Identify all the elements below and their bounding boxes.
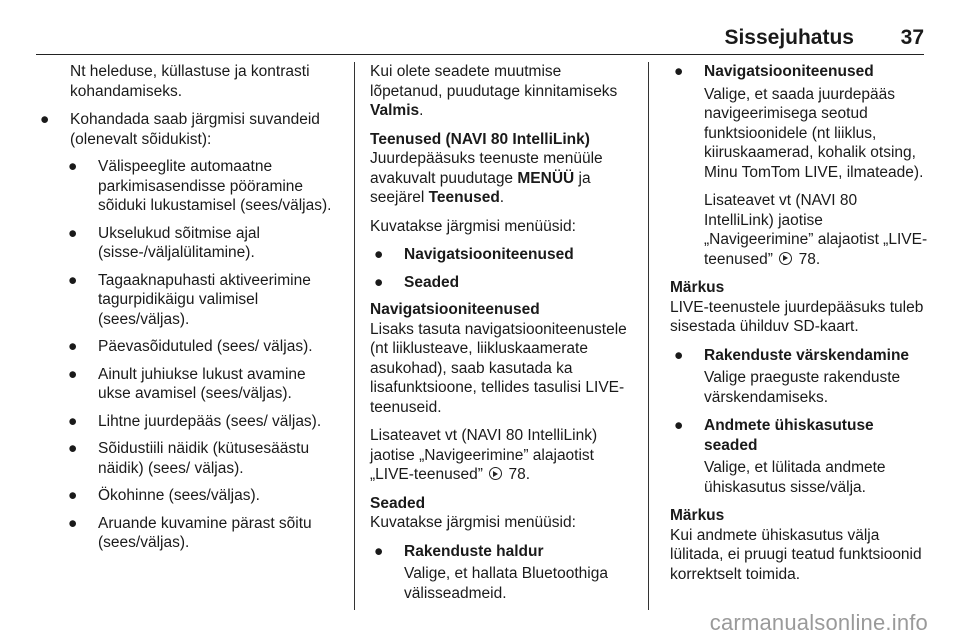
menu-item-text: Rakenduste värskendamine xyxy=(704,346,910,364)
sub-item-text: Ökohinne (sees/väljas). xyxy=(98,487,260,504)
bullet-icon: ● xyxy=(674,63,684,80)
paragraph: Lisaks tasuta navigatsiooniteenustele (nt liiklusteave, liikluskaamerate asukohad), saab kasutada ka lisafunktsioone, tellides tasulisi LIVE-teenuseid. xyxy=(370,320,627,416)
watermark: carmanualsonline.info xyxy=(709,610,928,635)
sub-item xyxy=(36,514,338,553)
page-reference-icon xyxy=(489,467,502,480)
sub-item xyxy=(36,224,338,263)
menu-item-text: Seaded xyxy=(404,273,460,291)
text: . xyxy=(499,189,505,206)
bullet-icon: ● xyxy=(68,365,78,383)
menu-item xyxy=(370,542,632,562)
menu-item-description: Valige praeguste rakenduste värskendamiseks. xyxy=(704,369,901,406)
page-reference: 78. xyxy=(798,250,821,268)
paragraph: Kuvatakse järgmisi menüüsid: xyxy=(370,217,576,235)
menu-item-text: Navigatsiooniteenused xyxy=(704,63,874,80)
menu-item xyxy=(670,62,928,82)
sub-item-text: Ainult juhiukse lukust avamine ukse avamisel (sees/väljas). xyxy=(98,365,306,402)
menu-item-description: Valige, et hallata Bluetoothiga välisseadmeid. xyxy=(404,565,608,602)
sub-item xyxy=(36,412,338,432)
sub-item-text: Päevasõidutuled (sees/ väljas). xyxy=(98,338,313,355)
section-title: Sissejuhatus xyxy=(724,26,854,49)
bullet-icon: ● xyxy=(674,417,684,434)
bullet-icon: ● xyxy=(40,111,50,128)
sub-item-text: Välispeeglite automaatne parkimisasendisse pööramine sõiduki lukustamisel (sees/väljas). xyxy=(98,158,332,214)
paragraph xyxy=(370,426,632,485)
column-3 xyxy=(670,62,928,593)
text: Lisateavet vt (NAVI 80 IntelliLink) jaotise „Navigeerimine” alajaotist „LIVE-teenused” xyxy=(704,192,928,268)
bullet-icon: ● xyxy=(674,346,684,364)
section-heading: Navigatsiooniteenused xyxy=(370,301,540,318)
bullet-text: Kohandada saab järgmisi suvandeid (olenevalt sõidukist): xyxy=(70,111,320,148)
menu-item xyxy=(370,245,632,265)
bullet-icon: ● xyxy=(68,487,78,504)
text: . xyxy=(419,102,424,119)
sub-item-text: Ukselukud sõitmise ajal (sisse-/väljalülitamine). xyxy=(98,224,260,261)
bullet-icon: ● xyxy=(68,338,78,355)
note-text: LIVE-teenustele juurdepääsuks tuleb sisestada ühilduv SD-kaart. xyxy=(670,298,924,335)
sub-item-text: Tagaaknapuhasti aktiveerimine tagurpidikäigu valimisel (sees/väljas). xyxy=(98,271,311,328)
bullet-icon: ● xyxy=(68,514,78,532)
continued-text: Nt heleduse, küllastuse ja kontrasti kohandamiseks. xyxy=(70,63,310,100)
bullet-icon: ● xyxy=(68,224,78,242)
menu-item-text: Rakenduste haldur xyxy=(404,542,544,560)
bullet-icon: ● xyxy=(68,271,78,289)
reference-paragraph xyxy=(670,191,928,269)
column-2 xyxy=(370,62,632,612)
text: Lisateavet vt (NAVI 80 IntelliLink) jaotise „Navigeerimine” alajaotist „LIVE-teenused” xyxy=(370,427,598,483)
text: Kui olete seadete muutmise lõpetanud, puudutage kinnitamiseks xyxy=(370,63,618,100)
column-1 xyxy=(36,62,338,561)
paragraph: Kuvatakse järgmisi menüüsid: xyxy=(370,514,576,531)
page-reference-icon xyxy=(779,252,792,265)
sub-item xyxy=(36,271,338,330)
text: ja seejärel xyxy=(370,169,591,206)
bullet-icon: ● xyxy=(374,273,384,291)
sub-item xyxy=(36,157,338,216)
paragraph xyxy=(370,149,632,208)
sub-item-text: Lihtne juurdepääs (sees/ väljas). xyxy=(98,412,322,430)
bullet-icon: ● xyxy=(68,412,78,430)
bullet-icon: ● xyxy=(374,542,384,560)
section-heading: Seaded xyxy=(370,494,426,512)
bullet-icon: ● xyxy=(68,440,78,457)
sub-item xyxy=(36,486,338,506)
page-number: 37 xyxy=(900,26,924,49)
menu-item-description: Valige, et lülitada andmete ühiskasutus sisse/välja. xyxy=(704,459,886,496)
sub-item xyxy=(36,337,338,357)
sub-item-text: Aruande kuvamine pärast sõitu (sees/väljas). xyxy=(98,514,312,551)
text: Juurdepääsuks teenuste menüüle avakuvalt puudutage xyxy=(370,150,603,187)
ui-term: Valmis xyxy=(370,102,420,119)
ui-term: Teenused xyxy=(428,189,500,206)
sub-item xyxy=(36,439,338,478)
page-header xyxy=(36,26,924,55)
bullet-icon: ● xyxy=(68,158,78,175)
note-title: Märkus xyxy=(670,279,725,296)
note-text: Kui andmete ühiskasutus välja lülitada, ei pruugi teatud funktsioonid korrektselt toimida. xyxy=(670,526,922,583)
bullet-item xyxy=(36,110,338,149)
note-title: Märkus xyxy=(670,507,725,524)
sub-item-text: Sõidustiili näidik (kütusesäästu näidik) (sees/ väljas). xyxy=(98,440,310,477)
menu-item xyxy=(370,273,632,293)
menu-item xyxy=(670,346,928,366)
bullet-icon: ● xyxy=(374,246,384,263)
menu-item xyxy=(670,416,928,455)
ui-term: MENÜÜ xyxy=(517,169,575,187)
page-reference: 78. xyxy=(508,466,531,483)
menu-item-description: Valige, et saada juurdepääs navigeerimisega seotud funktsioonidele (nt liiklus, kiiruskaamerad, kohalik otsing, Minu TomTom LIVE, ilmateade). xyxy=(704,85,924,181)
sub-list xyxy=(36,157,338,553)
column-divider xyxy=(354,62,355,610)
column-divider xyxy=(648,62,649,610)
paragraph xyxy=(370,62,632,121)
section-heading: Teenused (NAVI 80 IntelliLink) xyxy=(370,130,590,148)
menu-item-text: Navigatsiooniteenused xyxy=(404,246,574,263)
sub-item xyxy=(36,365,338,404)
menu-item-text: Andmete ühiskasutuse seaded xyxy=(704,417,874,454)
